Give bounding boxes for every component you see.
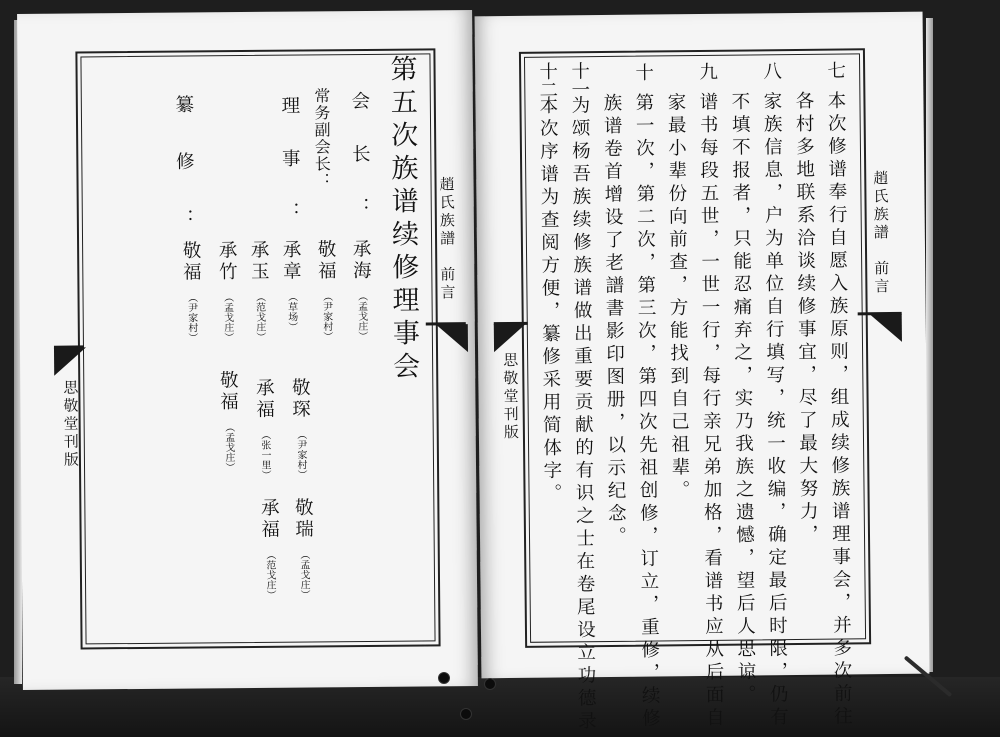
left-publisher: 思敬堂刊版: [61, 379, 81, 470]
item-number: 九: [696, 61, 718, 85]
binding-hole: [460, 708, 472, 720]
item-number: 十一: [568, 61, 590, 99]
member-name: 承竹: [216, 240, 238, 284]
member-name: 敬瑞: [292, 497, 314, 541]
member-village: （草场）: [285, 291, 297, 332]
left-header-title: 趙氏族譜 前言: [437, 176, 457, 303]
item-line: 本次序谱为查阅方便，纂修采用简体字。: [536, 95, 563, 507]
member-name: 承章: [280, 239, 302, 283]
member-name: 敬福: [315, 239, 337, 283]
item-number: 七: [824, 60, 846, 84]
member-village: （孟戈庄）: [297, 549, 310, 600]
left-header-marker: [436, 324, 468, 352]
role-director: 理 事 ：: [278, 95, 301, 229]
member-name: 敬福: [217, 370, 239, 414]
item-line: 家族信息，户为单位自行填写，统一收编，确定最后时限，仍有: [760, 91, 789, 730]
role-vice-president: 常务副会长：: [311, 87, 332, 190]
role-compiler: 纂 修 ：: [172, 94, 196, 238]
item-line: 家最小辈份向前查，方能找到自己祖辈。: [664, 92, 691, 503]
item-number: 十二: [536, 61, 558, 99]
member-village: （范戈庄）: [253, 291, 265, 342]
right-publisher: 思敬堂刊版: [501, 351, 521, 443]
item-number: 八: [760, 61, 782, 85]
binding-hole: [484, 678, 496, 690]
member-village: （尹家村）: [185, 292, 197, 343]
item-line: 不填不报者，只能忍痛弃之，实乃我族之遗憾，望后人思谅。: [728, 91, 757, 708]
right-header-marker: [870, 314, 902, 342]
binding-hole: [438, 672, 450, 684]
item-line: 第一次，第二次，第三次，第四次先祖创修，订立，重修，续修: [632, 92, 661, 732]
member-village: （范戈庄）: [263, 549, 276, 600]
item-line: 谱书每段五世，一世一行，每行亲兄弟加格，看谱书应从后面自: [696, 91, 725, 731]
item-line: 族谱卷首增设了老譜書影印图册，以示纪念。: [600, 92, 627, 550]
right-header-title: 趙氏族譜 前言: [871, 170, 891, 297]
member-village: （尹家村）: [320, 291, 332, 342]
member-village: （孟戈庄）: [355, 290, 367, 342]
member-name: 敬福: [180, 240, 202, 284]
committee-title: 第五次族谱续修理事会: [385, 54, 420, 385]
member-name: 承福: [258, 497, 280, 541]
member-village: （孟戈庄）: [222, 422, 235, 473]
item-number: 十: [632, 62, 654, 86]
member-village: （张一里）: [258, 429, 271, 480]
member-name: 承玉: [248, 239, 270, 283]
right-footer-marker: [494, 324, 526, 352]
left-footer-marker: [54, 347, 86, 375]
member-village: （尹家村）: [294, 429, 307, 480]
member-name: 敬琛: [289, 377, 311, 421]
item-line: 本次修谱奉行自愿入族原则，组成续修族谱理事会，并多次前往: [824, 90, 853, 730]
member-name: 承海: [350, 238, 372, 283]
item-line: 各村多地联系洽谈续修事宜，尽了最大努力，: [792, 90, 819, 548]
left-page: [17, 10, 478, 690]
member-name: 承福: [253, 377, 275, 421]
member-village: （孟戈庄）: [221, 292, 233, 343]
role-president: 会 长 ：: [348, 90, 371, 224]
right-page: [475, 12, 930, 734]
item-line: 为颂杨吾族续修族谱做出重要贡献的有识之士在卷尾设立功德录: [568, 95, 597, 734]
